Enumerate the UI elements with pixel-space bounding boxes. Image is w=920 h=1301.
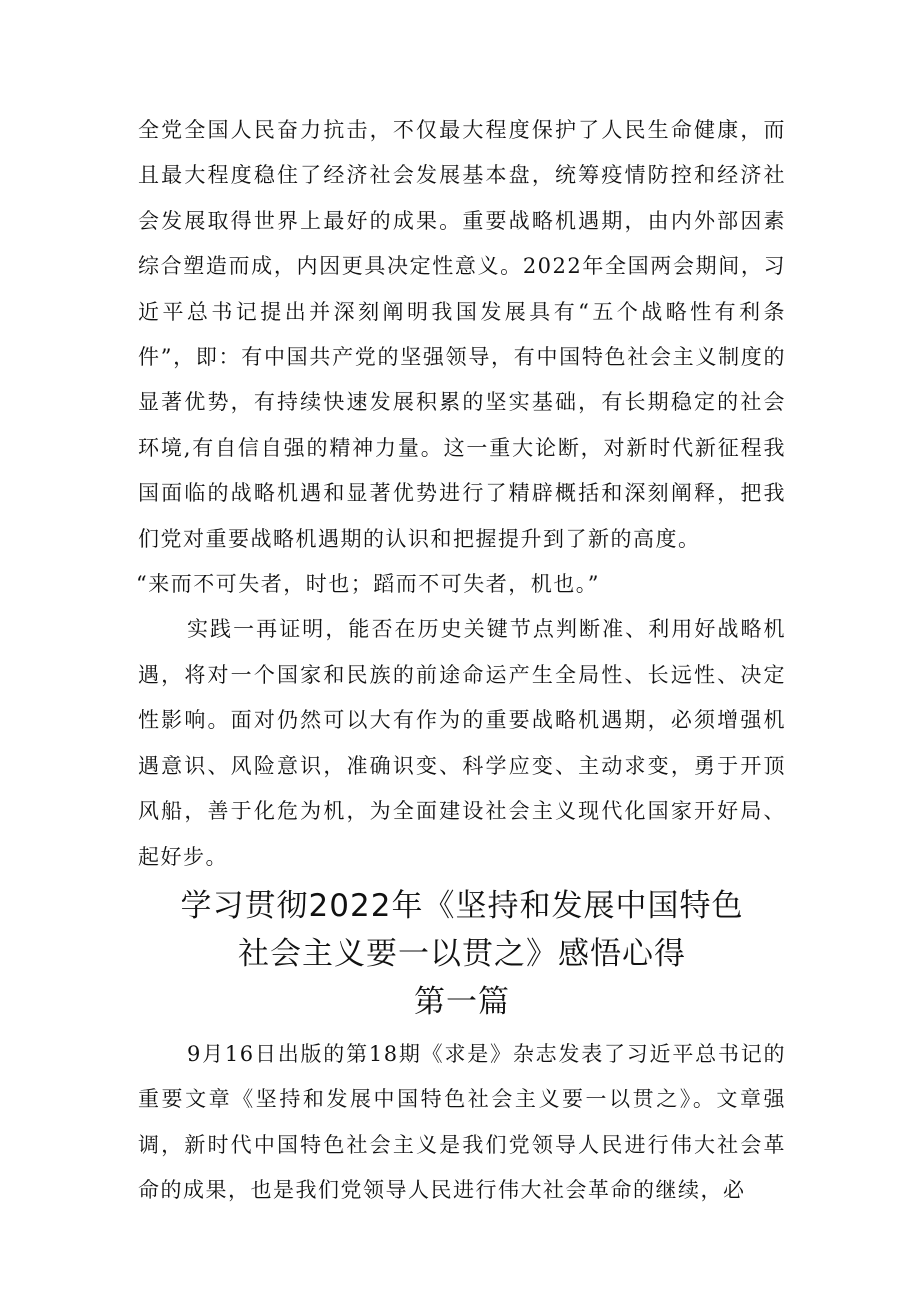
paragraph-1: 全党全国人民奋力抗击，不仅最大程度保护了人民生命健康，而且最大程度稳住了经济社会发展基本盘，统筹疫情防控和经济社会发展取得世界上最好的成果。重要战略机遇期，由内外部因素综合塑造而成，内因更具决定性意义。2022年全国两会期间，习近平总书记提出并深刻阐明我国发展具有“五个战略性有利条件”，即：有中国共产党的坚强领导，有中国特色社会主义制度的显著优势，有持续快速发展积累的坚实基础，有长期稳定的社会环境,有自信自强的精神力量。这一重大论断，对新时代新征程我国面临的战略机遇和显著优势进行了精辟概括和深刻阐释，把我们党对重要战略机遇期的认识和把握提升到了新的高度。 (138, 118, 786, 551)
paragraph-2: 实践一再证明，能否在历史关键节点判断准、利用好战略机遇，将对一个国家和民族的前途命运产生全局性、长远性、决定性影响。面对仍然可以大有作为的重要战略机遇期，必须增强机遇意识、风险意识，准确识变、科学应变、主动求变，勇于开顶风船，善于化危为机，为全面建设社会主义现代化国家开好局、起好步。 (138, 617, 786, 869)
article-heading (138, 882, 786, 1026)
heading-line-3: 第一篇 (414, 983, 510, 1020)
heading-line-1: 学习贯彻2022年《坚持和发展中国特色 (180, 887, 744, 924)
paragraph-3: 9月16日出版的第18期《求是》杂志发表了习近平总书记的重要文章《坚持和发展中国特色社会主义要一以贯之》。文章强调，新时代中国特色社会主义是我们党领导人民进行伟大社会革命的成果，也是我们党领导人民进行伟大社会革命的继续，必 (138, 1041, 786, 1203)
heading-line-2: 社会主义要一以贯之》感悟心得 (238, 935, 686, 972)
document-page (138, 108, 786, 1214)
quote-line: “来而不可失者，时也；蹈而不可失者，机也。” (136, 572, 600, 597)
